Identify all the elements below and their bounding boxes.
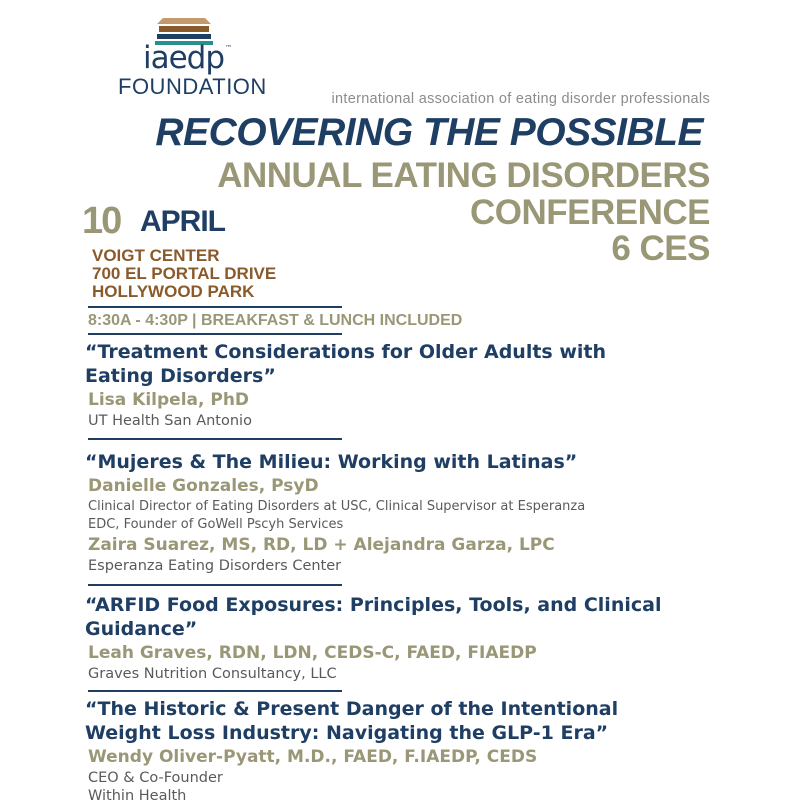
- session-4-title-line2: Weight Loss Industry: Navigating the GLP-1 Era”: [85, 722, 609, 744]
- venue-city: HOLLYWOOD PARK: [92, 282, 255, 301]
- session-3-affiliation: Graves Nutrition Consultancy, LLC: [88, 666, 337, 682]
- session-2-speaker: Danielle Gonzales, PsyD: [88, 476, 319, 496]
- session-4-affiliation-line1: CEO & Co-Founder: [88, 770, 223, 786]
- venue-name: VOIGT CENTER: [92, 246, 220, 265]
- session-1-speaker: Lisa Kilpela, PhD: [88, 390, 250, 410]
- event-time: 8:30A - 4:30P | BREAKFAST & LUNCH INCLUDED: [88, 312, 463, 329]
- session-3-title-line1: “ARFID Food Exposures: Principles, Tools, and Clinical: [85, 594, 662, 616]
- session-3-title-line2: Guidance”: [85, 618, 198, 640]
- session-2-affiliation-line1: Clinical Director of Eating Disorders at USC, Clinical Supervisor at Esperanza: [88, 499, 586, 514]
- conference-subtitle-line1: ANNUAL EATING DISORDERS: [217, 156, 710, 195]
- session-4-affiliation-line2: Within Health: [88, 788, 187, 804]
- session-2-affiliation2: Esperanza Eating Disorders Center: [88, 558, 342, 574]
- session-4-title-line1: “The Historic & Present Danger of the Intentional: [85, 698, 619, 720]
- divider: [88, 306, 342, 308]
- divider: [88, 584, 342, 586]
- conference-headline: RECOVERING THE POSSIBLE: [155, 111, 703, 154]
- event-day: 10: [82, 200, 121, 242]
- session-1-title-line1: “Treatment Considerations for Older Adults with: [85, 341, 607, 363]
- association-name: international association of eating disorder professionals: [331, 91, 710, 107]
- divider: [88, 438, 342, 440]
- divider: [88, 690, 342, 692]
- session-1-affiliation: UT Health San Antonio: [88, 413, 252, 429]
- logo-wordmark: iaedp™: [143, 40, 232, 76]
- logo-subtitle: FOUNDATION: [118, 74, 267, 99]
- ce-credits: 6 CES: [611, 229, 710, 268]
- session-2-title: “Mujeres & The Milieu: Working with Latinas”: [85, 451, 578, 473]
- session-4-speaker: Wendy Oliver-Pyatt, M.D., FAED, F.IAEDP, CEDS: [88, 747, 538, 767]
- session-2-affiliation-line2: EDC, Founder of GoWell Pscyh Services: [88, 517, 344, 532]
- session-1-title-line2: Eating Disorders”: [85, 365, 276, 387]
- session-3-speaker: Leah Graves, RDN, LDN, CEDS-C, FAED, FIAEDP: [88, 643, 537, 663]
- divider: [88, 333, 342, 335]
- venue-street: 700 EL PORTAL DRIVE: [92, 264, 277, 283]
- event-month: APRIL: [140, 205, 225, 238]
- session-2-speaker2: Zaira Suarez, MS, RD, LD + Alejandra Garza, LPC: [88, 535, 555, 555]
- conference-subtitle-line2: CONFERENCE: [469, 193, 710, 232]
